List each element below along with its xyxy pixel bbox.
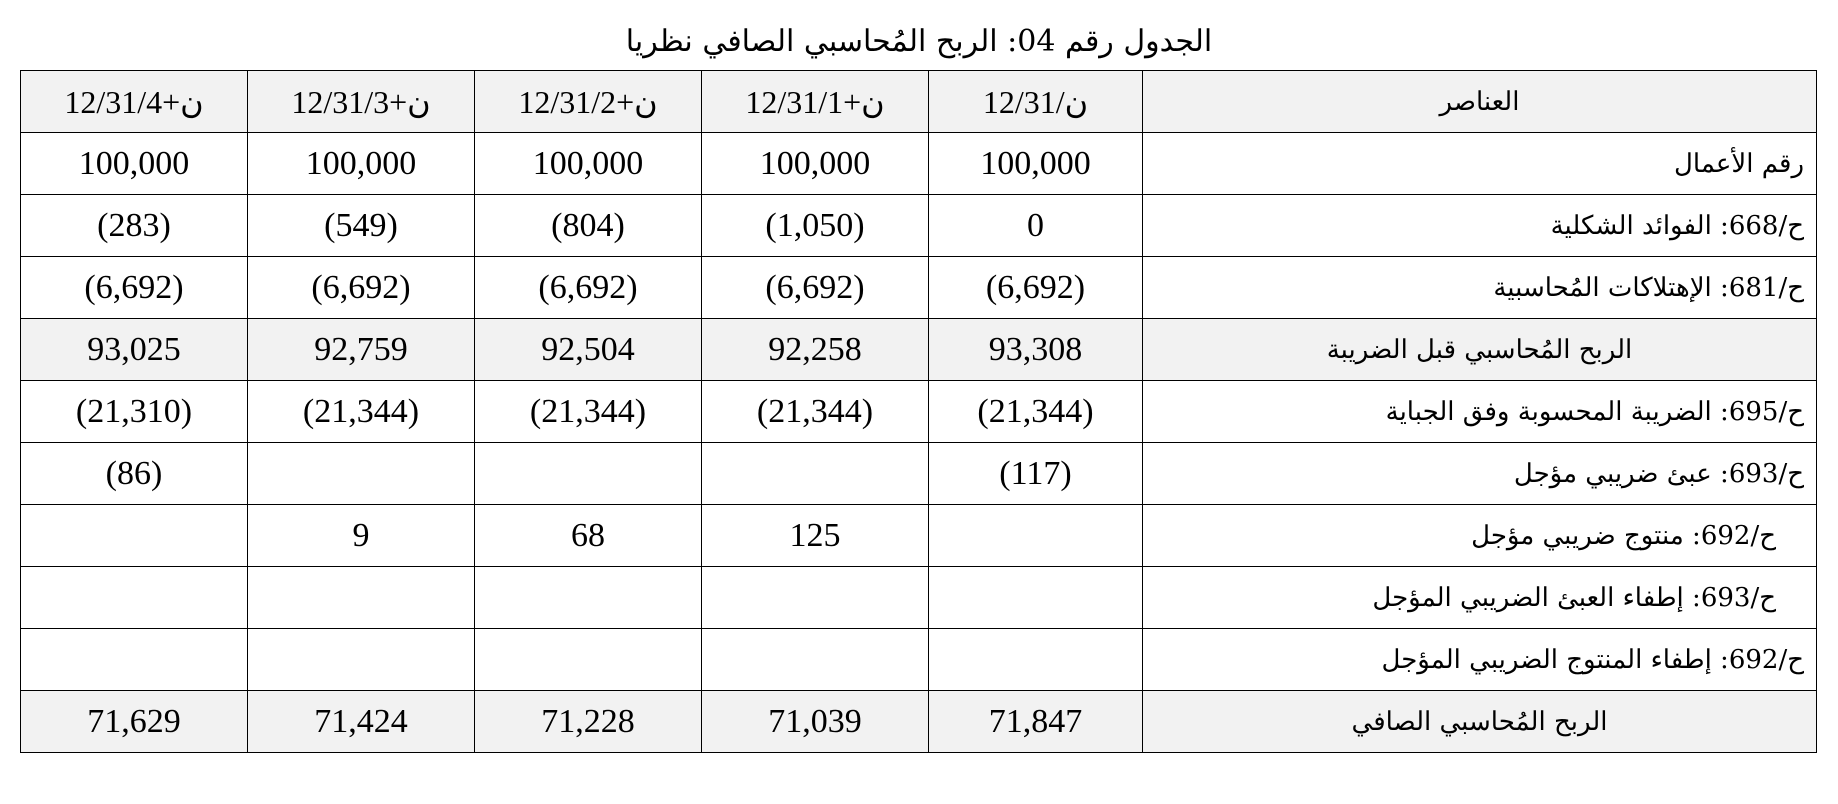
cell-value: (21,310) xyxy=(21,381,248,443)
row-label: ح/692: منتوج ضريبي مؤجل xyxy=(1143,505,1817,567)
cell-value: 100,000 xyxy=(21,133,248,195)
cell-value: (6,692) xyxy=(702,257,929,319)
cell-value: (283) xyxy=(21,195,248,257)
cell-value: 71,424 xyxy=(248,691,475,753)
cell-value: 125 xyxy=(702,505,929,567)
cell-value xyxy=(702,443,929,505)
cell-value: (6,692) xyxy=(475,257,702,319)
cell-value xyxy=(21,505,248,567)
table-row xyxy=(21,133,1817,195)
cell-value: 100,000 xyxy=(475,133,702,195)
table-row xyxy=(21,629,1817,691)
table-row xyxy=(21,505,1817,567)
cell-value: 9 xyxy=(248,505,475,567)
table-row xyxy=(21,443,1817,505)
table-row-total xyxy=(21,691,1817,753)
cell-value: (21,344) xyxy=(475,381,702,443)
col-header-elements: العناصر xyxy=(1143,71,1817,133)
row-label: رقم الأعمال xyxy=(1143,133,1817,195)
cell-value: 100,000 xyxy=(702,133,929,195)
cell-value xyxy=(475,629,702,691)
col-header-year1: 12/31/ن+1 xyxy=(702,71,929,133)
table-row xyxy=(21,381,1817,443)
cell-value xyxy=(248,443,475,505)
cell-value xyxy=(929,567,1143,629)
cell-value xyxy=(21,629,248,691)
row-label: ح/681: الإهتلاكات المُحاسبية xyxy=(1143,257,1817,319)
cell-value: 92,258 xyxy=(702,319,929,381)
cell-value: 100,000 xyxy=(929,133,1143,195)
cell-value: 93,025 xyxy=(21,319,248,381)
cell-value: (804) xyxy=(475,195,702,257)
cell-value: 100,000 xyxy=(248,133,475,195)
cell-value: 71,228 xyxy=(475,691,702,753)
cell-value xyxy=(929,629,1143,691)
col-header-year2: 12/31/ن+2 xyxy=(475,71,702,133)
col-header-year4: 12/31/ن+4 xyxy=(21,71,248,133)
cell-value: (549) xyxy=(248,195,475,257)
table-row xyxy=(21,195,1817,257)
header-row xyxy=(21,71,1817,133)
cell-value: (21,344) xyxy=(248,381,475,443)
cell-value: (1,050) xyxy=(702,195,929,257)
table-row xyxy=(21,257,1817,319)
cell-value: (86) xyxy=(21,443,248,505)
cell-value xyxy=(702,629,929,691)
cell-value: (21,344) xyxy=(702,381,929,443)
col-header-year3: 12/31/ن+3 xyxy=(248,71,475,133)
cell-value: 93,308 xyxy=(929,319,1143,381)
cell-value: (117) xyxy=(929,443,1143,505)
cell-value: 0 xyxy=(929,195,1143,257)
col-header-year0: 12/31/ن xyxy=(929,71,1143,133)
cell-value xyxy=(475,443,702,505)
row-label: ح/693: عبئ ضريبي مؤجل xyxy=(1143,443,1817,505)
cell-value xyxy=(702,567,929,629)
cell-value: (21,344) xyxy=(929,381,1143,443)
table-caption: الجدول رقم 04: الربح المُحاسبي الصافي نظريا xyxy=(625,24,1213,59)
table-row xyxy=(21,567,1817,629)
cell-value: 71,039 xyxy=(702,691,929,753)
cell-value: 68 xyxy=(475,505,702,567)
cell-value xyxy=(475,567,702,629)
cell-value: (6,692) xyxy=(248,257,475,319)
cell-value xyxy=(21,567,248,629)
table-row-subtotal xyxy=(21,319,1817,381)
row-label: ح/668: الفوائد الشكلية xyxy=(1143,195,1817,257)
row-label: الربح المُحاسبي الصافي xyxy=(1143,691,1817,753)
row-label: ح/693: إطفاء العبئ الضريبي المؤجل xyxy=(1143,567,1817,629)
cell-value: (6,692) xyxy=(21,257,248,319)
cell-value: 71,847 xyxy=(929,691,1143,753)
cell-value xyxy=(929,505,1143,567)
row-label: الربح المُحاسبي قبل الضريبة xyxy=(1143,319,1817,381)
row-label: ح/695: الضريبة المحسوبة وفق الجباية xyxy=(1143,381,1817,443)
cell-value: 92,504 xyxy=(475,319,702,381)
cell-value xyxy=(248,567,475,629)
row-label: ح/692: إطفاء المنتوج الضريبي المؤجل xyxy=(1143,629,1817,691)
cell-value xyxy=(248,629,475,691)
cell-value: 92,759 xyxy=(248,319,475,381)
cell-value: (6,692) xyxy=(929,257,1143,319)
cell-value: 71,629 xyxy=(21,691,248,753)
net-accounting-profit-table xyxy=(20,70,1817,753)
